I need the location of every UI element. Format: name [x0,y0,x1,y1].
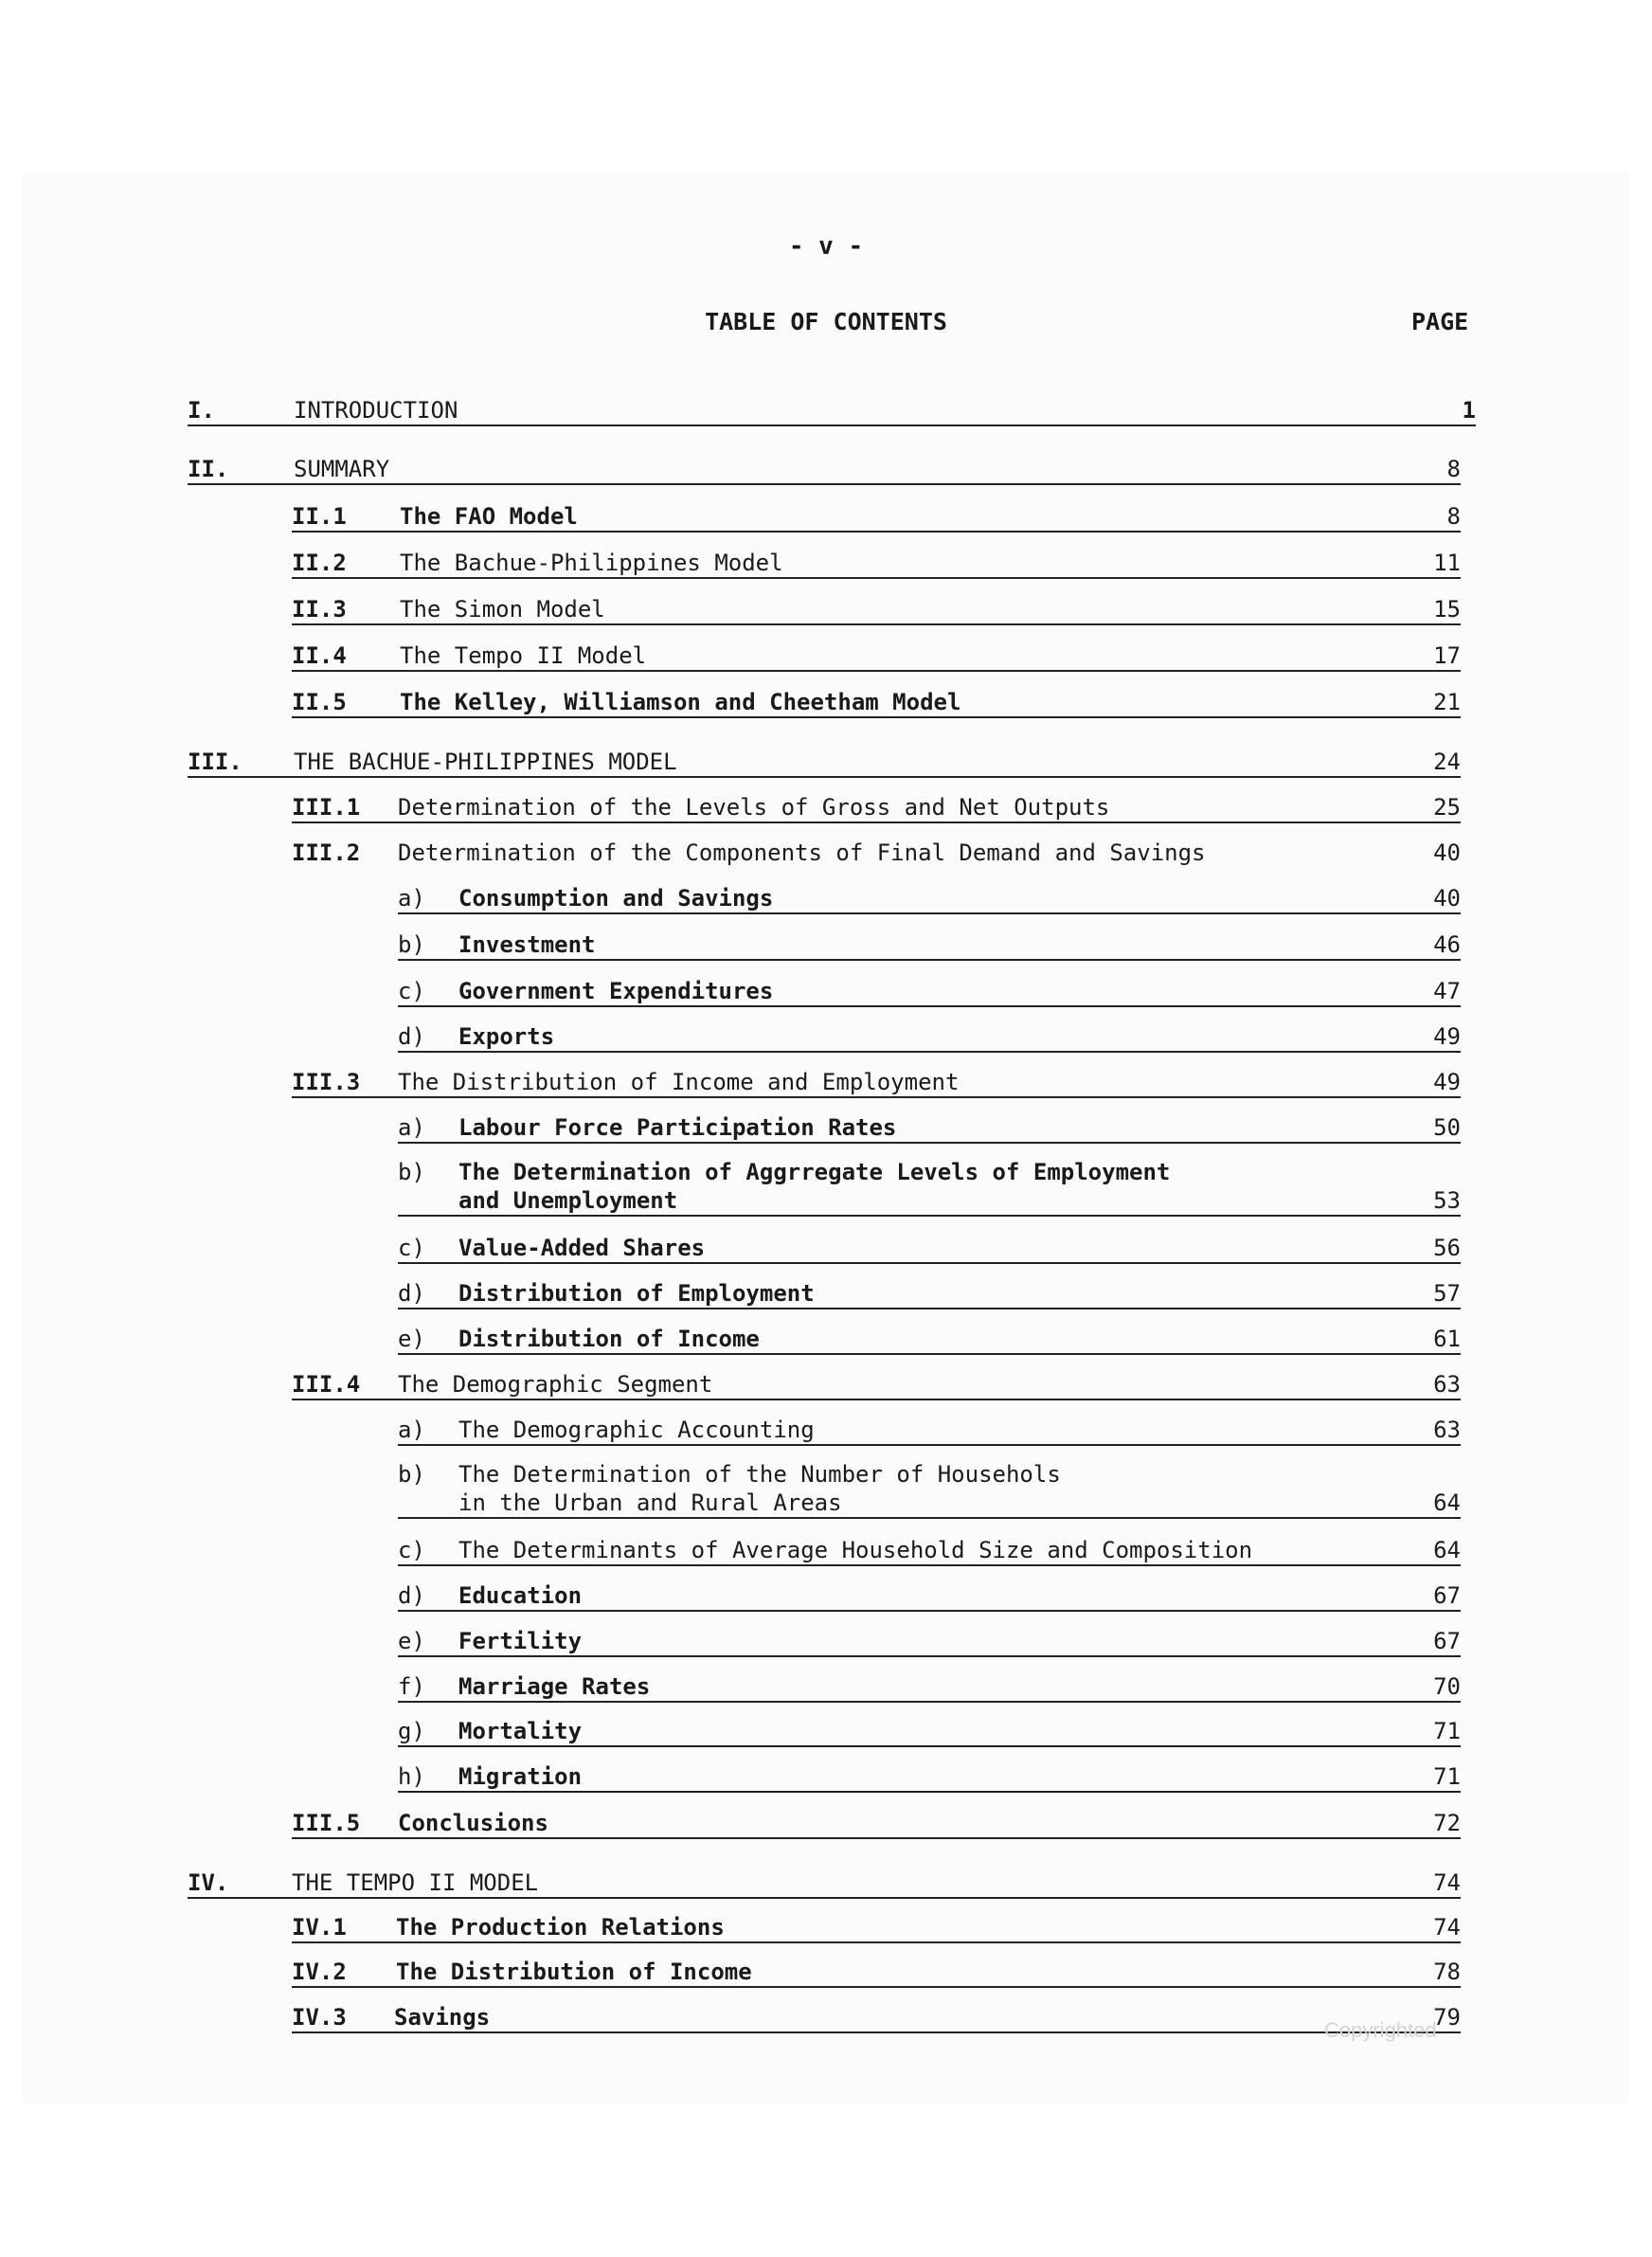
toc-entry-title: The FAO Model [400,503,578,530]
toc-entry-page: 8 [1446,456,1461,482]
toc-entry-fertility[interactable] [398,1627,1461,1657]
toc-entry-summary[interactable] [188,455,1461,485]
toc-entry-distribution-income[interactable] [398,1325,1461,1355]
toc-entry-title: Marriage Rates [458,1673,651,1700]
toc-entry-title: THE TEMPO II MODEL [292,1869,539,1896]
toc-entry-demographic-accounting[interactable] [398,1416,1461,1446]
toc-entry-title: Distribution of Employment [458,1280,815,1307]
toc-entry-mortality[interactable] [398,1717,1461,1747]
toc-entry-letter: c) [398,1235,425,1261]
toc-entry-number: IV.3 [292,2004,347,2031]
page-number: - v - [788,232,864,261]
copyright-watermark: Copyrighted [1324,2018,1437,2042]
toc-entry-title: The Determination of Aggrregate Levels of Employment [458,1159,1171,1185]
toc-entry-title: Distribution of Income [458,1326,760,1352]
toc-entry-savings[interactable] [292,2003,1461,2033]
toc-entry-page: 1 [1462,397,1476,424]
toc-entry-number: IV. [188,1869,229,1896]
toc-entry-page: 56 [1433,1235,1461,1261]
toc-entry-title: Labour Force Participation Rates [458,1114,897,1141]
toc-entry-page: 11 [1433,550,1461,576]
toc-entry-number: II.1 [292,503,347,530]
toc-entry-letter: b) [398,931,425,958]
toc-entry-page: 25 [1433,794,1461,821]
page-column-label: PAGE [1411,308,1469,335]
toc-entry-letter: d) [398,1280,425,1307]
toc-entry-page: 78 [1433,1959,1461,1985]
toc-entry-title: The Tempo II Model [400,642,647,669]
toc-entry-page: 79 [1433,2004,1461,2031]
toc-entry-page: 49 [1433,1023,1461,1050]
toc-entry-number: III.4 [292,1371,361,1398]
toc-entry-page: 63 [1433,1417,1461,1443]
toc-entry-simon-model[interactable] [292,595,1461,625]
toc-entry-number: III. [188,749,242,775]
toc-entry-consumption-savings[interactable] [398,884,1461,914]
toc-entry-number: II. [188,456,229,482]
toc-entry-page: 46 [1433,931,1461,958]
toc-entry-title: The Distribution of Income and Employment [398,1069,960,1095]
toc-entry-distribution-income-employment[interactable] [292,1068,1461,1098]
toc-entry-page: 67 [1433,1628,1461,1654]
toc-entry-number: II.5 [292,689,347,715]
toc-entry-number: I. [188,397,215,424]
toc-entry-title: THE BACHUE-PHILIPPINES MODEL [294,749,677,775]
toc-entry-letter: a) [398,885,425,912]
toc-entry-page: 64 [1433,1537,1461,1563]
toc-entry-number: III.1 [292,794,361,821]
toc-entry-title: Determination of the Components of Final Demand and Savings [398,840,1206,866]
toc-entry-title: The Simon Model [400,596,605,623]
toc-entry-page: 17 [1433,642,1461,669]
toc-entry-title: Exports [458,1023,555,1050]
toc-entry-bachue-philippines-chapter[interactable] [188,748,1461,778]
toc-entry-page: 50 [1433,1114,1461,1141]
toc-entry-title: The Determination of the Number of Househols [458,1461,1061,1488]
toc-entry-page: 53 [1433,1187,1461,1214]
toc-entry-title: Savings [394,2004,491,2031]
toc-entry-letter: a) [398,1417,425,1443]
toc-entry-title: Migration [458,1763,583,1790]
toc-entry-value-added-shares[interactable] [398,1234,1461,1264]
toc-entry-exports[interactable] [398,1022,1461,1053]
toc-entry-page: 74 [1433,1869,1461,1896]
toc-entry-title: The Production Relations [396,1914,725,1941]
toc-entry-page: 40 [1433,840,1461,866]
toc-entry-page: 49 [1433,1069,1461,1095]
toc-entry-tempo-ii-model[interactable] [292,641,1461,672]
toc-entry-number: II.3 [292,596,347,623]
toc-entry-letter: c) [398,978,425,1004]
toc-entry-page: 24 [1433,749,1461,775]
toc-entry-page: 67 [1433,1582,1461,1609]
toc-entry-number: III.3 [292,1069,361,1095]
toc-entry-letter: b) [398,1461,425,1488]
toc-entry-page: 74 [1433,1914,1461,1941]
toc-entry-page: 57 [1433,1280,1461,1307]
toc-entry-marriage-rates[interactable] [398,1672,1461,1703]
toc-entry-title: Fertility [458,1628,583,1654]
toc-entry-title: INTRODUCTION [294,397,458,424]
toc-entry-kelley-williamson-cheetham-model[interactable] [292,688,1461,718]
toc-entry-title: Conclusions [398,1810,548,1836]
toc-entry-page: 8 [1446,503,1461,530]
toc-entry-title-continued: and Unemployment [458,1187,678,1214]
toc-entry-page: 63 [1433,1371,1461,1398]
toc-entry-production-relations[interactable] [292,1913,1461,1943]
toc-entry-letter: c) [398,1537,425,1563]
toc-entry-household-size-composition[interactable] [398,1536,1461,1566]
toc-entry-number: IV.2 [292,1959,347,1985]
toc-entry-government-expenditures[interactable] [398,977,1461,1007]
toc-entry-title: Government Expenditures [458,978,774,1004]
toc-entry-title: SUMMARY [294,456,390,482]
toc-entry-introduction[interactable] [188,396,1476,426]
toc-entry-letter: f) [398,1673,425,1700]
toc-entry-letter: h) [398,1763,425,1790]
toc-entry-page: 64 [1433,1490,1461,1516]
toc-entry-title: Determination of the Levels of Gross and Net Outputs [398,794,1110,821]
toc-entry-letter: g) [398,1718,425,1744]
toc-entry-title: The Demographic Segment [398,1371,713,1398]
toc-entry-page: 72 [1433,1810,1461,1836]
toc-entry-page: 71 [1433,1763,1461,1790]
toc-entry-final-demand-savings[interactable] [292,839,1461,867]
toc-entry-distribution-employment[interactable] [398,1279,1461,1309]
toc-entry-page: 21 [1433,689,1461,715]
toc-entry-page: 47 [1433,978,1461,1004]
toc-entry-bachue-philippines-model[interactable] [292,549,1461,579]
toc-entry-title: Mortality [458,1718,583,1744]
toc-entry-number: II.4 [292,642,347,669]
toc-entry-page: 70 [1433,1673,1461,1700]
toc-title: TABLE OF CONTENTS [705,308,947,335]
toc-entry-fao-model[interactable] [292,502,1461,533]
toc-entry-page: 40 [1433,885,1461,912]
toc-entry-page: 15 [1433,596,1461,623]
toc-entry-title: Education [458,1582,583,1609]
toc-entry-title-continued: in the Urban and Rural Areas [458,1490,842,1516]
toc-entry-title: The Demographic Accounting [458,1417,815,1443]
toc-entry-labour-force-participation[interactable] [398,1113,1461,1144]
toc-entry-page: 71 [1433,1718,1461,1744]
toc-entry-letter: d) [398,1023,425,1050]
toc-entry-page: 61 [1433,1326,1461,1352]
toc-entry-number: IV.1 [292,1914,347,1941]
toc-entry-aggregate-employment[interactable] [398,1158,1461,1217]
toc-entry-title: The Determinants of Average Household Size and Composition [458,1537,1253,1563]
toc-entry-title: Consumption and Savings [458,885,774,912]
toc-entry-letter: e) [398,1326,425,1352]
toc-entry-letter: a) [398,1114,425,1141]
toc-entry-number: II.2 [292,550,347,576]
toc-entry-migration[interactable] [398,1762,1461,1793]
toc-entry-letter: b) [398,1159,425,1185]
toc-entry-number: III.5 [292,1810,361,1836]
toc-entry-title: Value-Added Shares [458,1235,706,1261]
toc-entry-number-of-households[interactable] [398,1460,1461,1519]
toc-entry-education[interactable] [398,1581,1461,1612]
toc-entry-iv-distribution-income[interactable] [292,1958,1461,1988]
toc-entry-title: The Distribution of Income [396,1959,752,1985]
toc-entry-letter: e) [398,1628,425,1654]
toc-entry-title: The Bachue-Philippines Model [400,550,783,576]
toc-entry-number: III.2 [292,840,361,866]
toc-entry-investment[interactable] [398,930,1461,961]
toc-entry-gross-net-outputs[interactable] [292,793,1461,823]
toc-entry-title: Investment [458,931,596,958]
toc-entry-conclusions[interactable] [292,1809,1461,1839]
toc-entry-letter: d) [398,1582,425,1609]
toc-entry-title: The Kelley, Williamson and Cheetham Model [400,689,961,715]
toc-entry-demographic-segment[interactable] [292,1370,1461,1400]
toc-entry-tempo-ii-chapter[interactable] [188,1869,1461,1899]
